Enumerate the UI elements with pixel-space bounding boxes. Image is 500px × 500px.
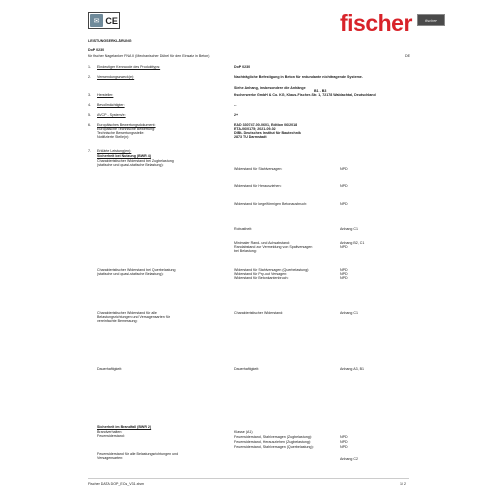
fischer-logo: fischer <box>340 10 412 36</box>
item-label: Bevollmächtigter: <box>97 103 125 107</box>
fischer-badge-logo: fischer <box>417 14 445 26</box>
item-value: 2+ <box>234 113 239 117</box>
footer-divider <box>88 478 409 479</box>
item-label: Eindeutiger Kenncode des Produkttyps: <box>97 65 161 69</box>
item-label: AVCP - System/e: <box>97 113 126 117</box>
page-number: 1/ 2 <box>400 482 406 486</box>
certificate-icon: ✉ <box>90 14 103 27</box>
item-value: DoP 0230 <box>234 65 251 69</box>
item-label: Hersteller: <box>97 93 114 97</box>
section-heading-bwr2: Sicherheit im Brandfall (BWR 2) <box>97 425 152 429</box>
ce-mark: CE <box>105 15 118 26</box>
item-value: Nachträgliche Befestigung in Beton für redundante nichttragende Systeme. <box>234 75 363 79</box>
item-label: Verwendungszweck(e): <box>97 75 135 79</box>
language-code: DE <box>405 54 410 58</box>
dop-number: DoP 0230 <box>88 48 105 52</box>
document-title: LEISTUNGSERKLÄRUNG <box>88 39 132 43</box>
section-heading-bwr4: Sicherheit bei Nutzung (BWR 4) <box>97 154 151 158</box>
footer-filename: Fischer DATA DOP_ECs_V31.xlsm <box>88 482 144 486</box>
ce-marking <box>88 12 120 29</box>
document-subtitle: für fischer Nagelanker FNA II (Mechanischer Dübel für den Einsatz in Beton) <box>88 54 210 58</box>
item-value: -- <box>234 103 237 107</box>
item-value: fischerwerke GmbH & Co. KG, Klaus-Fischer-Str. 1, 72178 Waldachtal, Deutschland <box>234 93 376 97</box>
